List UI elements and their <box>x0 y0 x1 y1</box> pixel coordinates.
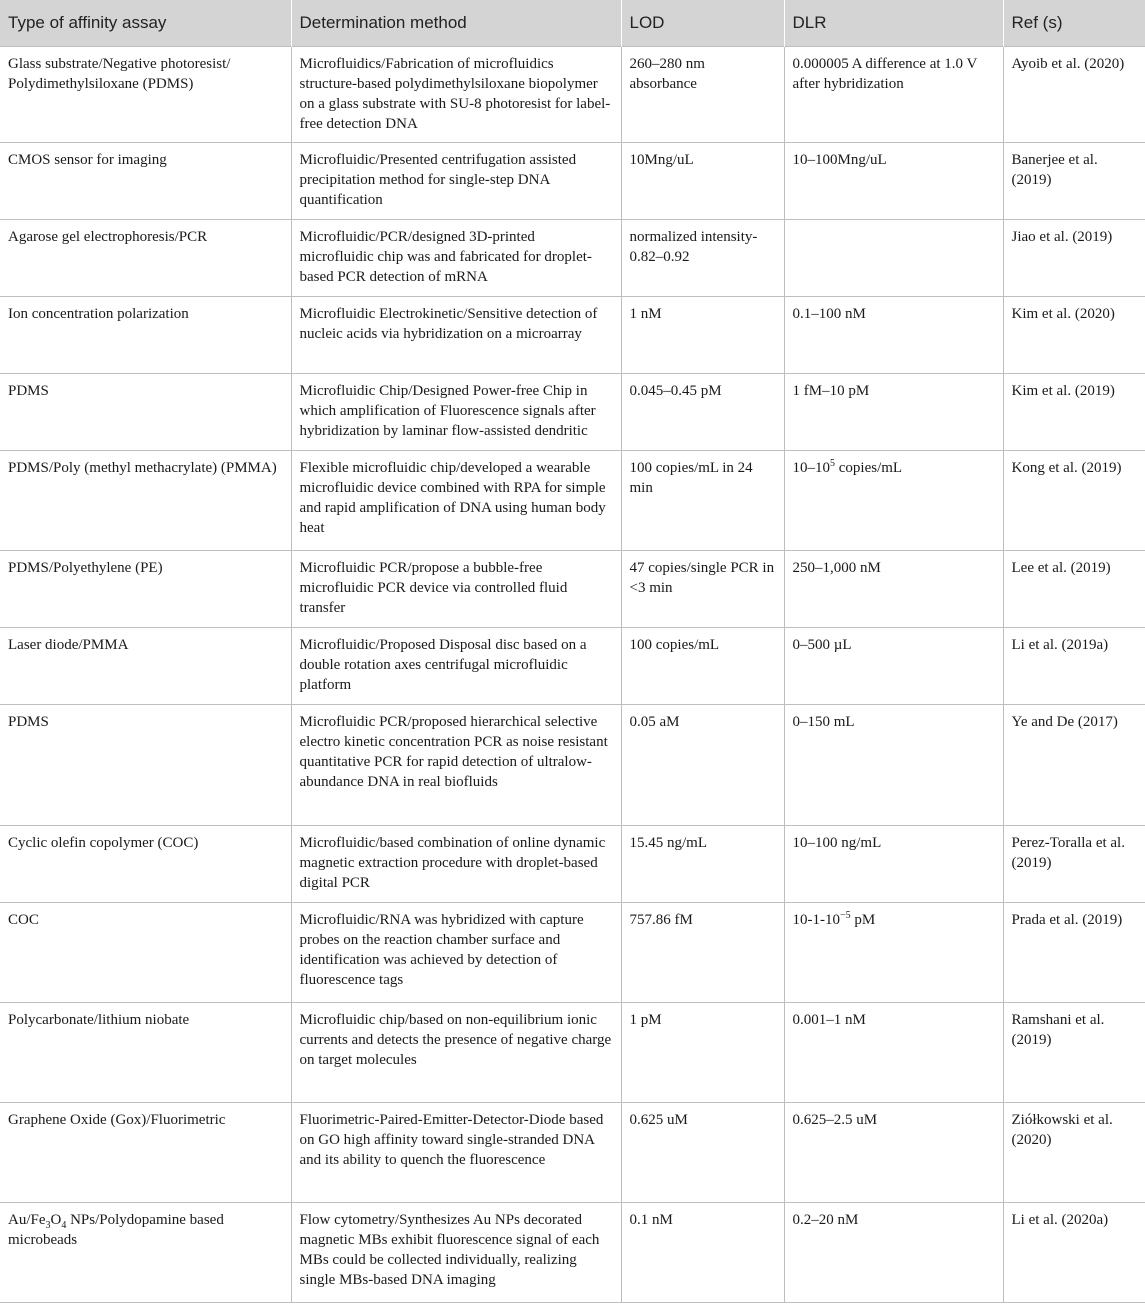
cell-lod: 100 copies/mL <box>621 628 784 705</box>
cell-ref: Li et al. (2020a) <box>1003 1203 1145 1303</box>
cell-lod: 757.86 fM <box>621 903 784 1003</box>
type-part: NPs/Polydopamine based microbeads <box>8 1212 224 1248</box>
cell-ref: Ayoib et al. (2020) <box>1003 47 1145 143</box>
cell-ref: Kong et al. (2019) <box>1003 451 1145 551</box>
cell-method: Microfluidic chip/based on non-equilibrium ionic currents and detects the presence of negative charge on target molecules <box>291 1003 621 1103</box>
header-type: Type of affinity assay <box>0 0 291 47</box>
header-method: Determination method <box>291 0 621 47</box>
header-row <box>0 0 1145 47</box>
cell-type: PDMS <box>0 705 291 826</box>
table-row <box>0 1003 1145 1103</box>
header-dlr: DLR <box>784 0 1003 47</box>
cell-type <box>0 1203 291 1303</box>
cell-type: Ion concentration polarization <box>0 297 291 374</box>
cell-type: Glass substrate/Negative photoresist/ Polydimethylsiloxane (PDMS) <box>0 47 291 143</box>
cell-method: Microfluidics/Fabrication of microfluidics structure-based polydimethylsiloxane biopolymer on a glass substrate with SU-8 photoresist for label-free detection DNA <box>291 47 621 143</box>
table-row <box>0 220 1145 297</box>
cell-dlr <box>784 220 1003 297</box>
cell-type: Polycarbonate/lithium niobate <box>0 1003 291 1103</box>
cell-lod: normalized intensity-0.82–0.92 <box>621 220 784 297</box>
cell-ref: Ziółkowski et al. (2020) <box>1003 1103 1145 1203</box>
table-row <box>0 451 1145 551</box>
cell-method: Microfluidic/RNA was hybridized with capture probes on the reaction chamber surface and identification was achieved by detection of fluorescence tags <box>291 903 621 1003</box>
cell-method: Microfluidic PCR/proposed hierarchical selective electro kinetic concentration PCR as noise resistant quantitative PCR for rapid detection of ultralow-abundance DNA in real biofluids <box>291 705 621 826</box>
table-row <box>0 143 1145 220</box>
header-ref: Ref (s) <box>1003 0 1145 47</box>
cell-type: Cyclic olefin copolymer (COC) <box>0 826 291 903</box>
table-row <box>0 551 1145 628</box>
cell-lod: 260–280 nm absorbance <box>621 47 784 143</box>
cell-dlr: 0–500 µL <box>784 628 1003 705</box>
cell-method: Flow cytometry/Synthesizes Au NPs decorated magnetic MBs exhibit fluorescence signal of each MBs could be collected individually, realizing single MBs-based DNA imaging <box>291 1203 621 1303</box>
dlr-base: 10-1-10 <box>792 912 840 928</box>
cell-lod: 47 copies/single PCR in <3 min <box>621 551 784 628</box>
cell-ref: Perez-Toralla et al. (2019) <box>1003 826 1145 903</box>
cell-ref: Lee et al. (2019) <box>1003 551 1145 628</box>
header-lod: LOD <box>621 0 784 47</box>
cell-dlr: 250–1,000 nM <box>784 551 1003 628</box>
cell-method: Fluorimetric-Paired-Emitter-Detector-Diode based on GO high affinity toward single-stranded DNA and its ability to quench the fluorescence <box>291 1103 621 1203</box>
cell-lod: 0.045–0.45 pM <box>621 374 784 451</box>
cell-dlr: 10–100Mng/uL <box>784 143 1003 220</box>
type-part: Au/Fe <box>8 1212 46 1228</box>
type-subscript: 4 <box>61 1220 67 1231</box>
cell-ref: Kim et al. (2019) <box>1003 374 1145 451</box>
cell-type: PDMS/Poly (methyl methacrylate) (PMMA) <box>0 451 291 551</box>
cell-ref: Kim et al. (2020) <box>1003 297 1145 374</box>
cell-lod: 15.45 ng/mL <box>621 826 784 903</box>
cell-ref: Li et al. (2019a) <box>1003 628 1145 705</box>
type-subscript: 3 <box>45 1220 51 1231</box>
cell-ref: Ye and De (2017) <box>1003 705 1145 826</box>
table-row <box>0 826 1145 903</box>
cell-method: Flexible microfluidic chip/developed a wearable microfluidic device combined with RPA for simple and rapid amplification of DNA using human body heat <box>291 451 621 551</box>
table-row <box>0 297 1145 374</box>
cell-lod: 100 copies/mL in 24 min <box>621 451 784 551</box>
cell-ref: Jiao et al. (2019) <box>1003 220 1145 297</box>
table-row <box>0 705 1145 826</box>
cell-dlr: 0.1–100 nM <box>784 297 1003 374</box>
cell-dlr: 0.001–1 nM <box>784 1003 1003 1103</box>
cell-type: Graphene Oxide (Gox)/Fluorimetric <box>0 1103 291 1203</box>
dlr-exponent: −5 <box>840 910 851 921</box>
cell-type: PDMS <box>0 374 291 451</box>
cell-ref: Banerjee et al. (2019) <box>1003 143 1145 220</box>
cell-method: Microfluidic PCR/propose a bubble-free microfluidic PCR device via controlled fluid transfer <box>291 551 621 628</box>
cell-method: Microfluidic/Presented centrifugation assisted precipitation method for single-step DNA quantification <box>291 143 621 220</box>
cell-method: Microfluidic/based combination of online dynamic magnetic extraction procedure with droplet-based digital PCR <box>291 826 621 903</box>
cell-type: Laser diode/PMMA <box>0 628 291 705</box>
table-row <box>0 1103 1145 1203</box>
table-row <box>0 903 1145 1003</box>
dlr-unit: copies/mL <box>835 460 903 476</box>
cell-type: PDMS/Polyethylene (PE) <box>0 551 291 628</box>
table-row <box>0 47 1145 143</box>
dlr-base: 10–10 <box>792 460 830 476</box>
cell-dlr <box>784 451 1003 551</box>
cell-dlr: 1 fM–10 pM <box>784 374 1003 451</box>
cell-method: Microfluidic/PCR/designed 3D-printed microfluidic chip was and fabricated for droplet-based PCR detection of mRNA <box>291 220 621 297</box>
cell-dlr <box>784 903 1003 1003</box>
cell-type: COC <box>0 903 291 1003</box>
cell-type: Agarose gel electrophoresis/PCR <box>0 220 291 297</box>
table-row <box>0 628 1145 705</box>
cell-ref: Ramshani et al. (2019) <box>1003 1003 1145 1103</box>
type-part: O <box>50 1212 62 1228</box>
cell-dlr: 0.625–2.5 uM <box>784 1103 1003 1203</box>
cell-lod: 10Mng/uL <box>621 143 784 220</box>
cell-dlr: 0.000005 A difference at 1.0 V after hybridization <box>784 47 1003 143</box>
table-row <box>0 1203 1145 1303</box>
cell-lod: 1 pM <box>621 1003 784 1103</box>
cell-method: Microfluidic Electrokinetic/Sensitive detection of nucleic acids via hybridization on a microarray <box>291 297 621 374</box>
cell-method: Microfluidic/Proposed Disposal disc based on a double rotation axes centrifugal microfluidic platform <box>291 628 621 705</box>
cell-method: Microfluidic Chip/Designed Power-free Chip in which amplification of Fluorescence signals after hybridization by laminar flow-assisted dendritic <box>291 374 621 451</box>
dlr-unit: pM <box>850 912 876 928</box>
dlr-exponent: 5 <box>830 458 835 469</box>
cell-dlr: 0–150 mL <box>784 705 1003 826</box>
cell-lod: 1 nM <box>621 297 784 374</box>
cell-lod: 0.625 uM <box>621 1103 784 1203</box>
cell-type: CMOS sensor for imaging <box>0 143 291 220</box>
cell-lod: 0.05 aM <box>621 705 784 826</box>
cell-lod: 0.1 nM <box>621 1203 784 1303</box>
cell-ref: Prada et al. (2019) <box>1003 903 1145 1003</box>
cell-dlr: 0.2–20 nM <box>784 1203 1003 1303</box>
cell-dlr: 10–100 ng/mL <box>784 826 1003 903</box>
table-row <box>0 374 1145 451</box>
